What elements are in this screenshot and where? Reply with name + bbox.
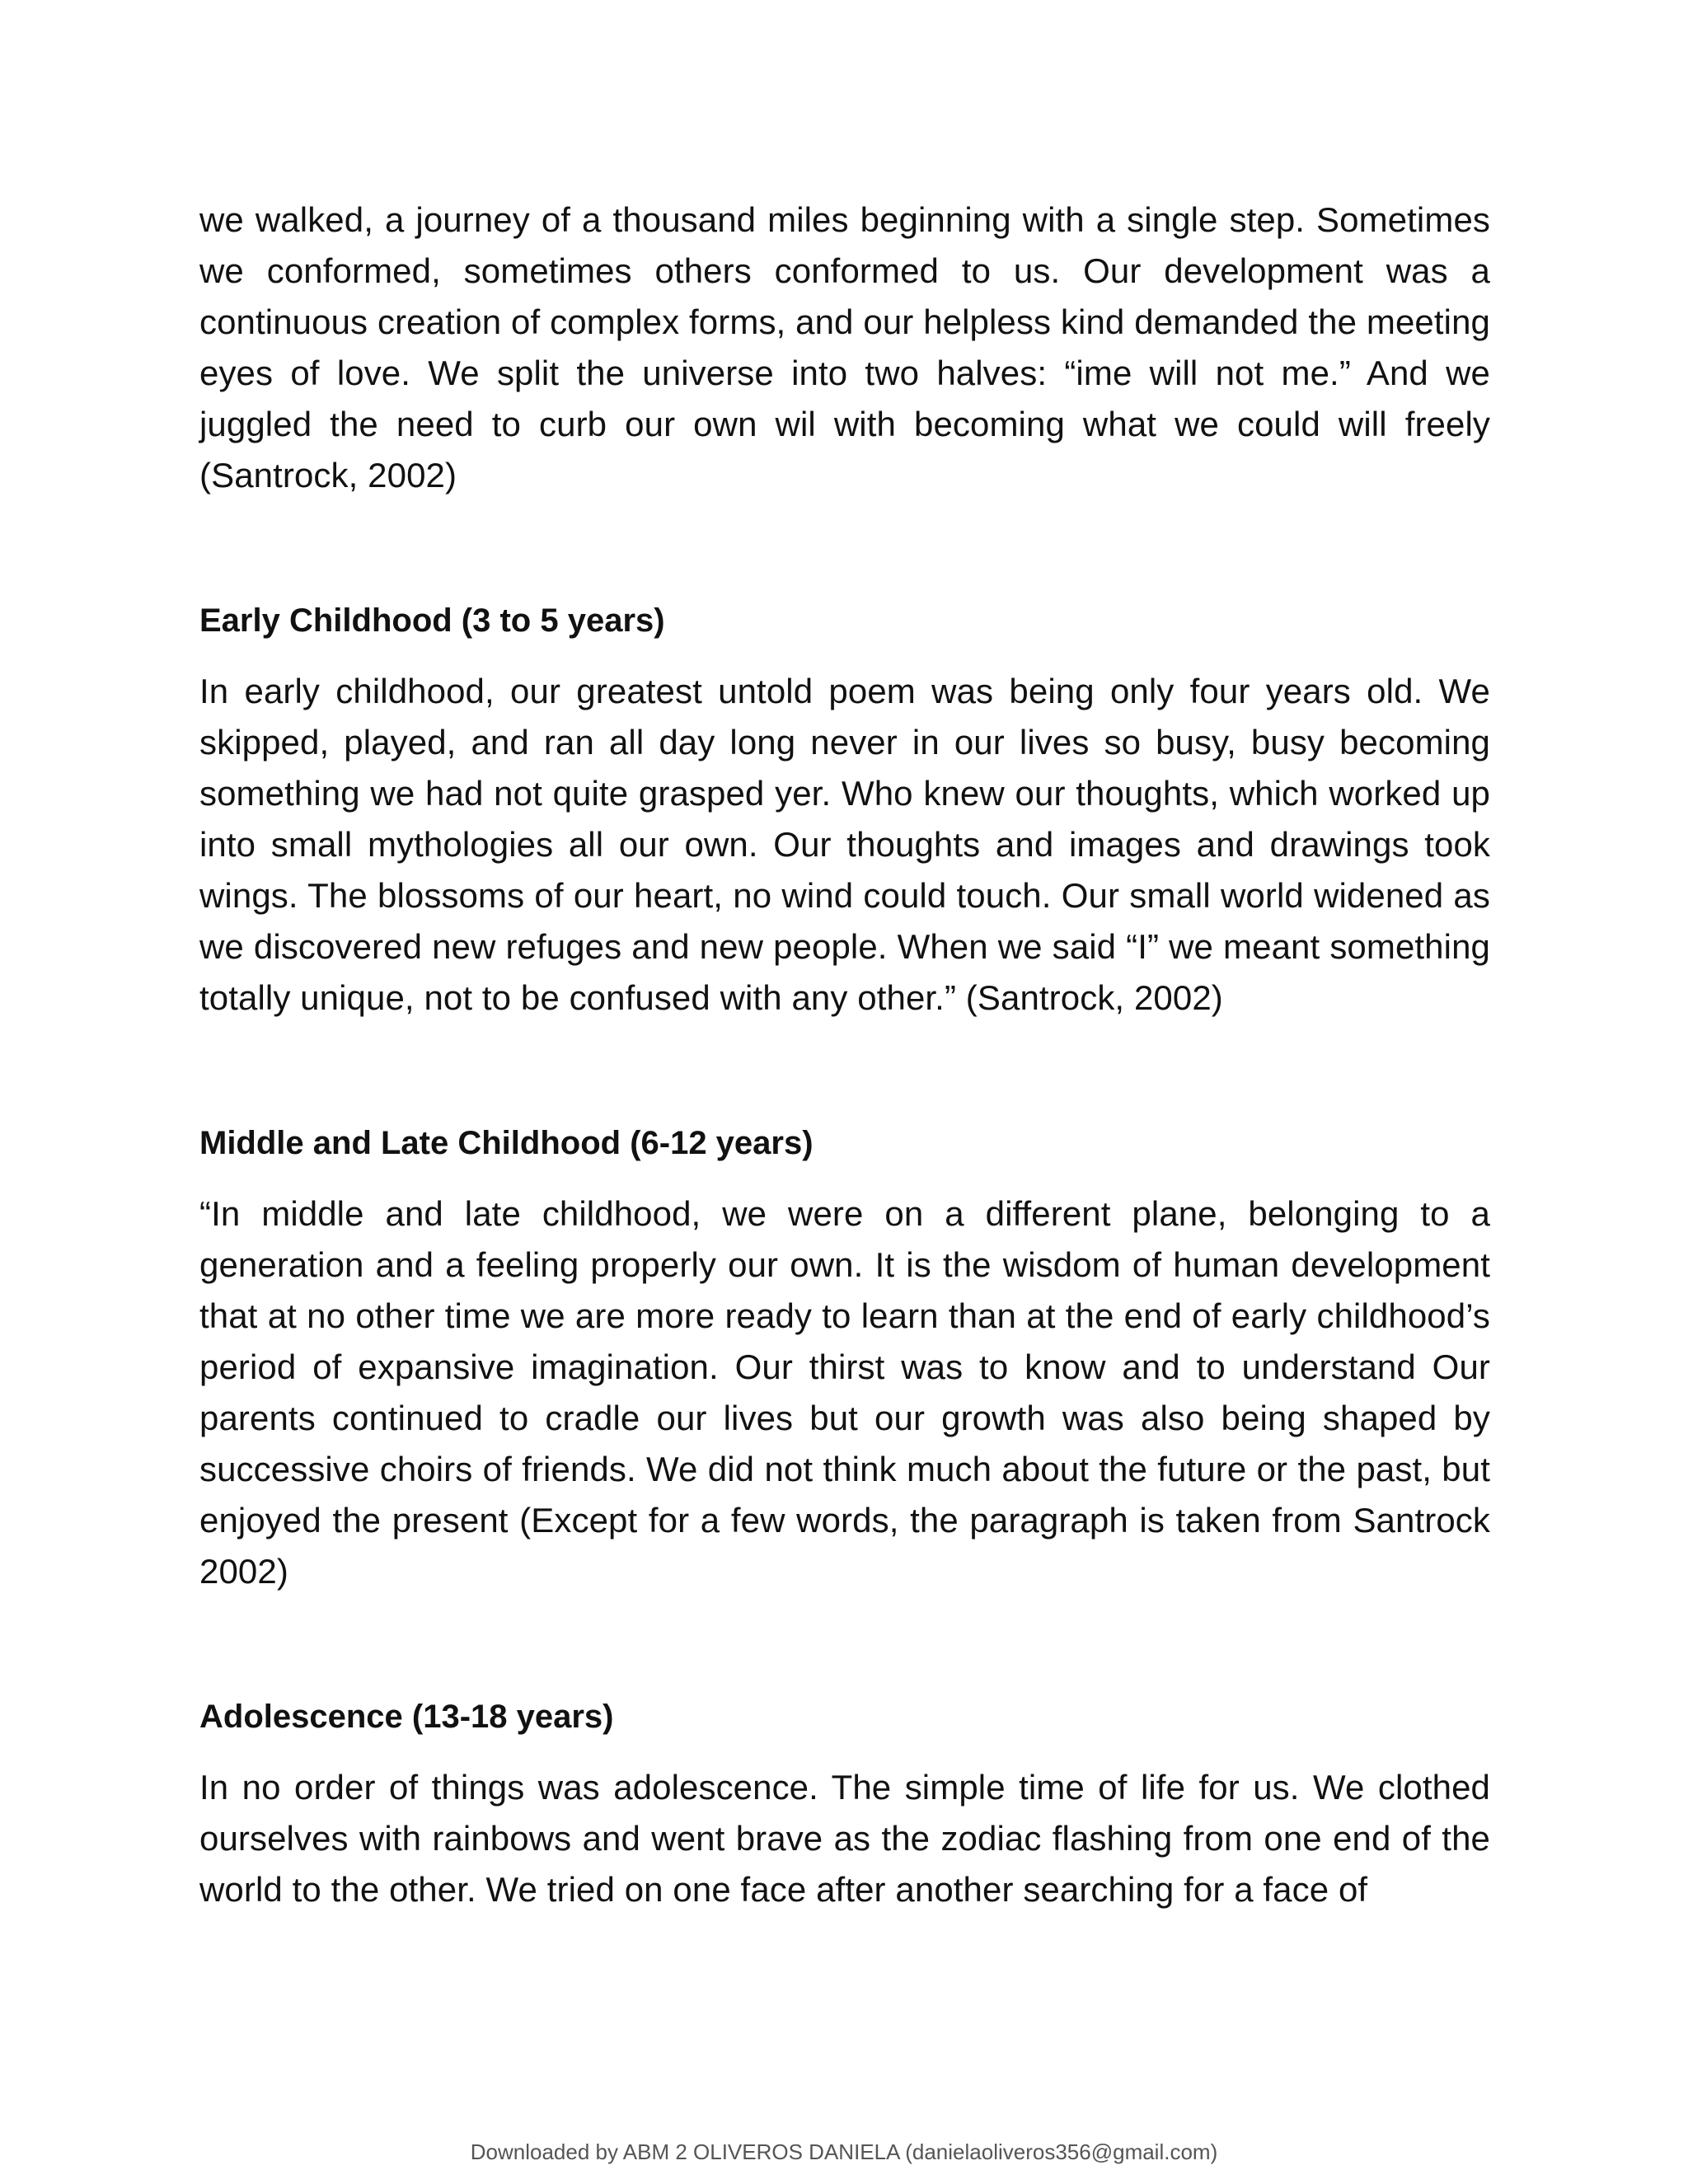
section-heading-early-childhood: Early Childhood (3 to 5 years): [199, 602, 665, 639]
section-heading-middle-late-childhood: Middle and Late Childhood (6-12 years): [199, 1125, 814, 1161]
section-heading-adolescence: Adolescence (13-18 years): [199, 1699, 614, 1735]
intro-paragraph: we walked, a journey of a thousand miles beginning with a single step. Sometimes we conformed, sometimes others conformed to us. Our development was a continuous creation of complex forms, and our helpless kind demanded the meeting eyes of love. We split the universe into two halves: “ime will not me.” And we juggled the need to curb our own wil with becoming what we could will freely (Santrock, 2002): [199, 200, 1490, 494]
section-paragraph-middle-late-childhood: “In middle and late childhood, we were on a different plane, belonging to a generation and a feeling properly our own. It is the wisdom of human development that at no other time we are more ready to learn than at the end of early childhood’s period of expansive imagination. Our thirst was to know and to understand Our parents continued to cradle our lives but our growth was also being shaped by successive choirs of friends. We did not think much about the future or the past, but enjoyed the present (Except for a few words, the paragraph is taken from Santrock 2002): [199, 1194, 1490, 1591]
section-paragraph-adolescence: In no order of things was adolescence. The simple time of life for us. We clothed ourselves with rainbows and went brave as the zodiac flashing from one end of the world to the other. We tried on one face after another searching for a face of: [199, 1768, 1490, 1909]
document-body: [199, 194, 1490, 1915]
section-paragraph-early-childhood: In early childhood, our greatest untold poem was being only four years old. We skipped, played, and ran all day long never in our lives so busy, busy becoming something we had not quite grasped yer. Who knew our thoughts, which worked up into small mythologies all our own. Our thoughts and images and drawings took wings. The blossoms of our heart, no wind could touch. Our small world widened as we discovered new refuges and new people. When we said “I” we meant something totally unique, not to be confused with any other.” (Santrock, 2002): [199, 672, 1490, 1017]
download-footer: Downloaded by ABM 2 OLIVEROS DANIELA (danielaoliveros356@gmail.com): [470, 2139, 1218, 2164]
